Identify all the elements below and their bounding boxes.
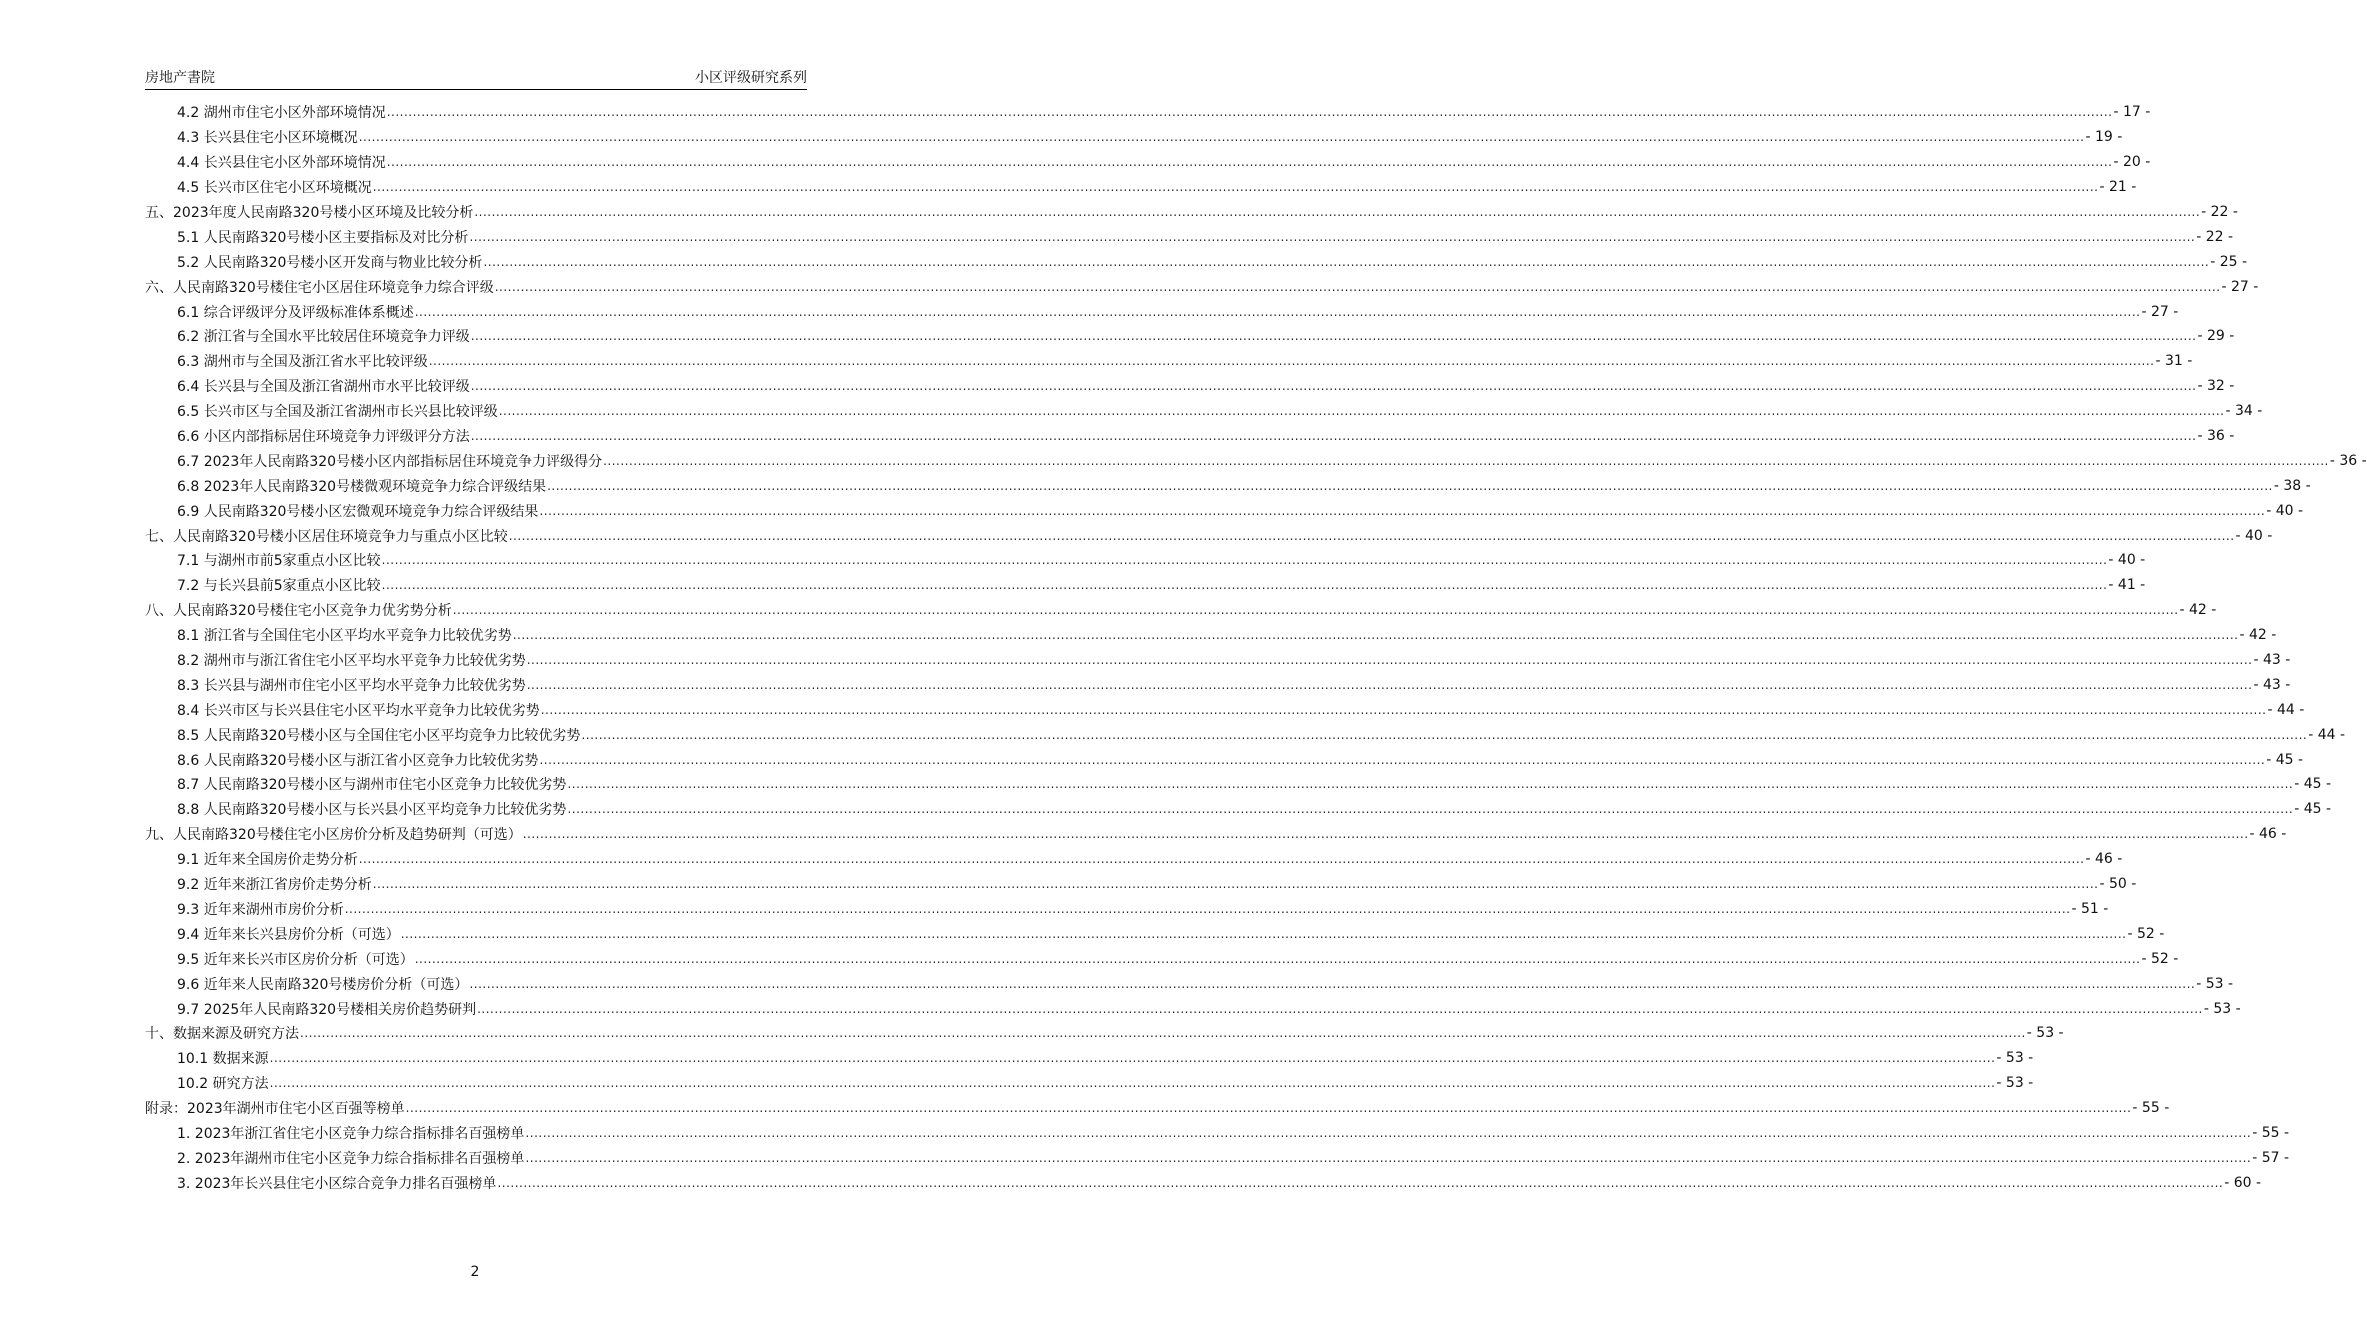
toc-dot-leader: ................................................................................................................................................................................................................................................................................................................................................................................................................ xyxy=(358,852,2085,867)
toc-dot-leader: ................................................................................................................................................................................................................................................................................................................................................................................................................ xyxy=(405,1101,2132,1116)
toc-section-entry[interactable] xyxy=(145,747,2304,772)
toc-dot-leader: ................................................................................................................................................................................................................................................................................................................................................................................................................ xyxy=(483,254,2210,269)
toc-dot-leader: ................................................................................................................................................................................................................................................................................................................................................................................................................ xyxy=(470,329,2197,344)
toc-section-entry[interactable] xyxy=(145,847,2123,872)
toc-entry-title: 8.8 人民南路320号楼小区与长兴县小区平均竞争力比较优劣势 xyxy=(177,802,567,819)
toc-entry-page: - 46 - xyxy=(2085,851,2123,868)
toc-section-entry[interactable] xyxy=(145,175,2137,200)
toc-section-entry[interactable] xyxy=(145,548,2146,573)
toc-section-entry[interactable] xyxy=(145,1071,2034,1096)
toc-entry-title: 6.5 长兴市区与全国及浙江省湖州市长兴县比较评级 xyxy=(177,404,498,421)
toc-chapter-entry[interactable] xyxy=(145,822,2287,847)
toc-entry-page: - 42 - xyxy=(2239,627,2277,644)
toc-entry-title: 4.3 长兴县住宅小区环境概况 xyxy=(177,130,358,147)
toc-section-entry[interactable] xyxy=(145,1121,2290,1146)
toc-entry-title: 五、2023年度人民南路320号楼小区环境及比较分析 xyxy=(145,205,474,221)
toc-dot-leader: ................................................................................................................................................................................................................................................................................................................................................................................................................ xyxy=(470,379,2197,394)
toc-dot-leader: ................................................................................................................................................................................................................................................................................................................................................................................................................ xyxy=(512,628,2239,643)
toc-section-entry[interactable] xyxy=(145,150,2151,175)
toc-section-entry[interactable] xyxy=(145,125,2123,150)
toc-entry-title: 6.8 2023年人民南路320号楼微观环境竞争力综合评级结果 xyxy=(177,478,547,495)
toc-entry-title: 2. 2023年湖州市住宅小区竞争力综合指标排名百强榜单 xyxy=(177,1150,525,1167)
toc-entry-page: - 27 - xyxy=(2141,303,2179,320)
toc-entry-title: 3. 2023年长兴县住宅小区综合竞争力排名百强榜单 xyxy=(177,1175,497,1192)
toc-entry-page: - 40 - xyxy=(2108,552,2146,569)
toc-section-entry[interactable] xyxy=(145,573,2146,598)
toc-section-entry[interactable] xyxy=(145,1046,2034,1071)
toc-section-entry[interactable] xyxy=(145,623,2277,648)
toc-entry-title: 八、人民南路320号楼住宅小区竞争力优劣势分析 xyxy=(145,603,452,620)
toc-dot-leader: ................................................................................................................................................................................................................................................................................................................................................................................................................ xyxy=(539,503,2266,518)
toc-section-entry[interactable] xyxy=(145,399,2263,424)
toc-chapter-entry[interactable] xyxy=(145,598,2217,623)
toc-entry-page: - 36 - xyxy=(2329,452,2367,469)
toc-section-entry[interactable] xyxy=(145,897,2109,922)
toc-dot-leader: ................................................................................................................................................................................................................................................................................................................................................................................................................ xyxy=(497,1175,2224,1190)
toc-dot-leader: ................................................................................................................................................................................................................................................................................................................................................................................................................ xyxy=(547,478,2273,493)
toc-dot-leader: ................................................................................................................................................................................................................................................................................................................................................................................................................ xyxy=(477,1001,2203,1016)
toc-dot-leader: ................................................................................................................................................................................................................................................................................................................................................................................................................ xyxy=(386,155,2113,170)
toc-entry-title: 4.4 长兴县住宅小区外部环境情况 xyxy=(177,155,386,172)
toc-section-entry[interactable] xyxy=(145,374,2235,399)
toc-entry-title: 9.6 近年来人民南路320号楼房价分析（可选） xyxy=(177,976,469,993)
toc-entry-page: - 29 - xyxy=(2197,328,2235,345)
toc-entry-page: - 42 - xyxy=(2179,602,2217,619)
toc-section-entry[interactable] xyxy=(145,772,2332,797)
toc-entry-title: 9.3 近年来湖州市房价分析 xyxy=(177,901,344,918)
toc-entry-page: - 45 - xyxy=(2294,776,2332,793)
toc-entry-page: - 46 - xyxy=(2249,826,2287,843)
toc-entry-page: - 43 - xyxy=(2253,652,2291,669)
toc-entry-title: 8.1 浙江省与全国住宅小区平均水平竞争力比较优劣势 xyxy=(177,628,512,645)
toc-entry-title: 9.2 近年来浙江省房价走势分析 xyxy=(177,877,372,894)
toc-section-entry[interactable] xyxy=(145,448,2367,473)
toc-dot-leader: ................................................................................................................................................................................................................................................................................................................................................................................................................ xyxy=(526,677,2253,692)
toc-section-entry[interactable] xyxy=(145,473,2311,498)
toc-entry-title: 4.5 长兴市区住宅小区环境概况 xyxy=(177,180,372,197)
header-series-title: 小区评级研究系列 xyxy=(695,70,807,86)
toc-section-entry[interactable] xyxy=(145,971,2234,996)
toc-section-entry[interactable] xyxy=(145,872,2137,897)
toc-section-entry[interactable] xyxy=(145,722,2346,747)
toc-entry-page: - 50 - xyxy=(2099,876,2137,893)
toc-dot-leader: ................................................................................................................................................................................................................................................................................................................................................................................................................ xyxy=(567,802,2294,817)
toc-section-entry[interactable] xyxy=(145,946,2179,971)
toc-section-entry[interactable] xyxy=(145,1145,2290,1170)
toc-dot-leader: ................................................................................................................................................................................................................................................................................................................................................................................................................ xyxy=(470,429,2197,444)
toc-dot-leader: ................................................................................................................................................................................................................................................................................................................................................................................................................ xyxy=(469,976,2196,991)
toc-entry-title: 6.2 浙江省与全国水平比较居住环境竞争力评级 xyxy=(177,329,470,346)
toc-entry-title: 8.4 长兴市区与长兴县住宅小区平均水平竞争力比较优劣势 xyxy=(177,702,540,719)
toc-chapter-entry[interactable] xyxy=(145,1096,2170,1121)
toc-entry-title: 7.2 与长兴县前5家重点小区比较 xyxy=(177,578,381,595)
toc-dot-leader: ................................................................................................................................................................................................................................................................................................................................................................................................................ xyxy=(603,453,2329,468)
toc-section-entry[interactable] xyxy=(145,996,2241,1021)
toc-section-entry[interactable] xyxy=(145,299,2179,324)
toc-entry-title: 10.2 研究方法 xyxy=(177,1076,269,1093)
toc-entry-page: - 52 - xyxy=(2141,950,2179,967)
toc-entry-title: 九、人民南路320号楼住宅小区房价分析及趋势研判（可选） xyxy=(145,827,522,844)
toc-dot-leader: ................................................................................................................................................................................................................................................................................................................................................................................................................ xyxy=(269,1076,1996,1091)
toc-entry-title: 6.1 综合评级评分及评级标准体系概述 xyxy=(177,304,414,321)
toc-entry-page: - 41 - xyxy=(2108,577,2146,594)
toc-entry-page: - 45 - xyxy=(2294,801,2332,818)
toc-entry-page: - 53 - xyxy=(2203,1000,2241,1017)
toc-entry-page: - 40 - xyxy=(2235,527,2273,544)
toc-dot-leader: ................................................................................................................................................................................................................................................................................................................................................................................................................ xyxy=(469,229,2196,244)
toc-entry-title: 5.2 人民南路320号楼小区开发商与物业比较分析 xyxy=(177,254,483,271)
toc-section-entry[interactable] xyxy=(145,424,2235,449)
toc-entry-title: 六、人民南路320号楼住宅小区居住环境竞争力综合评级 xyxy=(145,279,494,296)
toc-entry-page: - 31 - xyxy=(2155,353,2193,370)
toc-entry-title: 七、人民南路320号楼小区居住环境竞争力与重点小区比较 xyxy=(145,528,508,545)
toc-entry-title: 10.1 数据来源 xyxy=(177,1051,269,1068)
toc-dot-leader: ................................................................................................................................................................................................................................................................................................................................................................................................................ xyxy=(414,951,2141,966)
header-publisher: 房地产書院 xyxy=(145,70,215,86)
toc-entry-title: 6.7 2023年人民南路320号楼小区内部指标居住环境竞争力评级得分 xyxy=(177,453,603,470)
toc-entry-title: 6.9 人民南路320号楼小区宏微观环境竞争力综合评级结果 xyxy=(177,503,539,520)
toc-dot-leader: ................................................................................................................................................................................................................................................................................................................................................................................................................ xyxy=(540,702,2267,717)
toc-entry-title: 8.2 湖州市与浙江省住宅小区平均水平竞争力比较优劣势 xyxy=(177,653,526,670)
toc-entry-page: - 38 - xyxy=(2273,477,2311,494)
toc-chapter-entry[interactable] xyxy=(145,200,2238,225)
toc-section-entry[interactable] xyxy=(145,648,2291,673)
toc-dot-leader: ................................................................................................................................................................................................................................................................................................................................................................................................................ xyxy=(525,1125,2252,1140)
toc-section-entry[interactable] xyxy=(145,498,2304,523)
toc-entry-page: - 34 - xyxy=(2225,403,2263,420)
toc-entry-page: - 45 - xyxy=(2266,751,2304,768)
toc-entry-page: - 19 - xyxy=(2085,129,2123,146)
toc-dot-leader: ................................................................................................................................................................................................................................................................................................................................................................................................................ xyxy=(372,180,2099,195)
toc-section-entry[interactable] xyxy=(145,797,2332,822)
toc-dot-leader: ................................................................................................................................................................................................................................................................................................................................................................................................................ xyxy=(269,1051,1996,1066)
toc-entry-title: 8.6 人民南路320号楼小区与浙江省小区竞争力比较优劣势 xyxy=(177,752,539,769)
toc-dot-leader: ................................................................................................................................................................................................................................................................................................................................................................................................................ xyxy=(474,205,2201,219)
toc-section-entry[interactable] xyxy=(145,100,2151,125)
toc-entry-title: 4.2 湖州市住宅小区外部环境情况 xyxy=(177,105,386,122)
toc-entry-page: - 44 - xyxy=(2308,726,2346,743)
toc-dot-leader: ................................................................................................................................................................................................................................................................................................................................................................................................................ xyxy=(381,553,2108,568)
toc-entry-page: - 32 - xyxy=(2197,378,2235,395)
toc-entry-page: - 43 - xyxy=(2253,676,2291,693)
toc-dot-leader: ................................................................................................................................................................................................................................................................................................................................................................................................................ xyxy=(414,304,2141,319)
toc-entry-page: - 55 - xyxy=(2132,1100,2170,1117)
toc-dot-leader: ................................................................................................................................................................................................................................................................................................................................................................................................................ xyxy=(581,727,2308,742)
header-rule xyxy=(145,89,807,90)
toc-entry-page: - 27 - xyxy=(2221,278,2259,295)
toc-dot-leader: ................................................................................................................................................................................................................................................................................................................................................................................................................ xyxy=(358,130,2085,145)
toc-dot-leader: ................................................................................................................................................................................................................................................................................................................................................................................................................ xyxy=(300,1026,2026,1041)
toc-dot-leader: ................................................................................................................................................................................................................................................................................................................................................................................................................ xyxy=(522,827,2249,842)
toc-entry-title: 附录：2023年湖州市住宅小区百强等榜单 xyxy=(145,1101,405,1118)
toc-dot-leader: ................................................................................................................................................................................................................................................................................................................................................................................................................ xyxy=(381,578,2108,593)
toc-entry-page: - 53 - xyxy=(2196,975,2234,992)
toc-chapter-entry[interactable] xyxy=(145,1021,2064,1046)
toc-entry-page: - 51 - xyxy=(2071,900,2109,917)
toc-section-entry[interactable] xyxy=(145,224,2234,249)
toc-entry-title: 5.1 人民南路320号楼小区主要指标及对比分析 xyxy=(177,229,469,246)
toc-entry-page: - 52 - xyxy=(2127,925,2165,942)
toc-entry-page: - 36 - xyxy=(2197,428,2235,445)
toc-entry-page: - 25 - xyxy=(2210,253,2248,270)
toc-entry-page: - 22 - xyxy=(2196,228,2234,245)
toc-entry-title: 9.7 2025年人民南路320号楼相关房价趋势研判 xyxy=(177,1001,477,1018)
toc-chapter-entry[interactable] xyxy=(145,523,2273,548)
toc-entry-page: - 22 - xyxy=(2201,204,2238,220)
toc-dot-leader: ................................................................................................................................................................................................................................................................................................................................................................................................................ xyxy=(386,105,2113,120)
toc-entry-title: 9.4 近年来长兴县房价分析（可选） xyxy=(177,926,400,943)
toc-section-entry[interactable] xyxy=(145,349,2193,374)
toc-section-entry[interactable] xyxy=(145,324,2235,349)
toc-dot-leader: ................................................................................................................................................................................................................................................................................................................................................................................................................ xyxy=(372,877,2099,892)
toc-entry-title: 9.5 近年来长兴市区房价分析（可选） xyxy=(177,951,414,968)
toc-dot-leader: ................................................................................................................................................................................................................................................................................................................................................................................................................ xyxy=(428,354,2155,369)
toc-entry-title: 8.5 人民南路320号楼小区与全国住宅小区平均竞争力比较优劣势 xyxy=(177,727,581,744)
toc-entry-title: 6.4 长兴县与全国及浙江省湖州市水平比较评级 xyxy=(177,379,470,396)
toc-section-entry[interactable] xyxy=(145,672,2291,697)
toc-section-entry[interactable] xyxy=(145,697,2305,722)
toc-chapter-entry[interactable] xyxy=(145,274,2259,299)
toc-entry-page: - 53 - xyxy=(2026,1025,2064,1042)
toc-dot-leader: ................................................................................................................................................................................................................................................................................................................................................................................................................ xyxy=(525,1150,2252,1165)
toc-entry-title: 十、数据来源及研究方法 xyxy=(145,1026,299,1043)
toc-dot-leader: ................................................................................................................................................................................................................................................................................................................................................................................................................ xyxy=(539,752,2266,767)
toc-dot-leader: ................................................................................................................................................................................................................................................................................................................................................................................................................ xyxy=(498,404,2225,419)
page-number: 2 xyxy=(470,1264,480,1280)
toc-entry-page: - 55 - xyxy=(2252,1124,2290,1141)
toc-dot-leader: ................................................................................................................................................................................................................................................................................................................................................................................................................ xyxy=(494,279,2221,294)
toc-entry-page: - 53 - xyxy=(1996,1075,2034,1092)
toc-entry-page: - 21 - xyxy=(2099,179,2137,196)
toc-section-entry[interactable] xyxy=(145,249,2248,274)
toc-dot-leader: ................................................................................................................................................................................................................................................................................................................................................................................................................ xyxy=(526,653,2253,668)
toc-entry-title: 8.7 人民南路320号楼小区与湖州市住宅小区竞争力比较优劣势 xyxy=(177,777,567,794)
toc-entry-page: - 53 - xyxy=(1996,1050,2034,1067)
toc-section-entry[interactable] xyxy=(145,1170,2262,1195)
toc-entry-title: 7.1 与湖州市前5家重点小区比较 xyxy=(177,553,381,570)
toc-section-entry[interactable] xyxy=(145,921,2165,946)
toc-entry-page: - 40 - xyxy=(2266,502,2304,519)
toc-entry-title: 1. 2023年浙江省住宅小区竞争力综合指标排名百强榜单 xyxy=(177,1125,525,1142)
toc-entry-page: - 57 - xyxy=(2252,1149,2290,1166)
toc-dot-leader: ................................................................................................................................................................................................................................................................................................................................................................................................................ xyxy=(400,926,2127,941)
toc-dot-leader: ................................................................................................................................................................................................................................................................................................................................................................................................................ xyxy=(567,777,2294,792)
toc-entry-title: 9.1 近年来全国房价走势分析 xyxy=(177,852,358,869)
toc-dot-leader: ................................................................................................................................................................................................................................................................................................................................................................................................................ xyxy=(452,603,2179,618)
toc-entry-title: 6.6 小区内部指标居住环境竞争力评级评分方法 xyxy=(177,429,470,446)
table-of-contents xyxy=(145,100,2367,1195)
page-header xyxy=(145,67,807,89)
toc-entry-title: 8.3 长兴县与湖州市住宅小区平均水平竞争力比较优劣势 xyxy=(177,677,526,694)
toc-entry-title: 6.3 湖州市与全国及浙江省水平比较评级 xyxy=(177,354,428,371)
toc-entry-page: - 60 - xyxy=(2224,1174,2262,1191)
toc-entry-page: - 17 - xyxy=(2113,104,2151,121)
toc-entry-page: - 20 - xyxy=(2113,154,2151,171)
toc-entry-page: - 44 - xyxy=(2267,701,2305,718)
toc-dot-leader: ................................................................................................................................................................................................................................................................................................................................................................................................................ xyxy=(508,528,2235,543)
toc-dot-leader: ................................................................................................................................................................................................................................................................................................................................................................................................................ xyxy=(344,901,2071,916)
